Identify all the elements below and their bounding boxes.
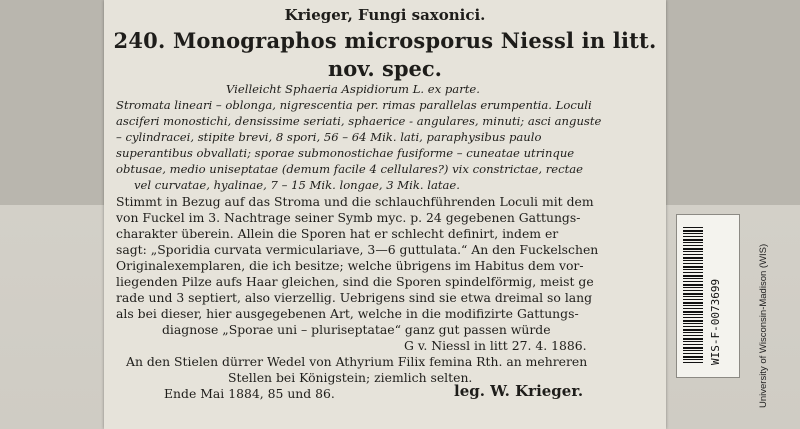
note-line: als bei dieser, hier ausgegebenen Art, welche in die modifizirte Gattungs- (116, 306, 579, 321)
description-line: vel curvatae, hyalinae, 7 – 15 Mik. longae, 3 Mik. latae. (134, 178, 460, 192)
collector: leg. W. Krieger. (454, 382, 584, 400)
species-title: 240. Monographos microsporus Niessl in litt. (113, 28, 657, 53)
note-line: diagnose „Sporae uni – pluriseptatae“ ganz gut passen würde (162, 322, 551, 337)
note-line: von Fuckel im 3. Nachtrage seiner Symb myc. p. 24 gegebenen Gattungs- (116, 210, 581, 225)
attribution: G v. Niessl in litt 27. 4. 1886. (404, 338, 587, 353)
barcode-bars (683, 227, 703, 365)
species-subtitle: nov. spec. (328, 56, 442, 81)
note-line: Stimmt in Bezug auf das Stroma und die schlauchführenden Loculi mit dem (116, 194, 594, 209)
description-line: – cylindracei, stipite brevi, 8 spori, 56 – 64 Mik. lati, paraphysibus paulo (116, 130, 542, 144)
description-line: Stromata lineari – oblonga, nigrescentia per. rimas parallelas erumpentia. Loculi (116, 98, 592, 112)
description-line: superantibus obvallati; sporae submonostichae fusiforme – cuneatae utrinque (116, 146, 575, 160)
note-line: rade und 3 septiert, also vierzellig. Uebrigens sind sie etwa dreimal so lang (116, 290, 593, 305)
description-line: asciferi monostichi, densissime seriati, sphaerice - angulares, minuti; asci anguste (116, 114, 602, 128)
description-line: obtusae, medio uniseptatae (demum facile 4 cellulares?) vix constrictae, rectae (116, 162, 584, 176)
note-line: liegenden Pilze aufs Haar gleichen, sind die Sporen spindelförmig, meist ge (116, 274, 594, 289)
institution-name: University of Wisconsin-Madison (WIS) (758, 243, 769, 408)
note-line: Originalexemplaren, die ich besitze; welche übrigens im Habitus dem vor- (116, 258, 584, 273)
barcode-number: WIS-F-0073699 (709, 278, 722, 365)
locality-line: Stellen bei Königstein; ziemlich selten. (228, 370, 473, 385)
synonym-line: Vielleicht Sphaeria Aspidiorum L. ex parte. (226, 82, 480, 96)
barcode-label (676, 214, 740, 378)
locality-line: An den Stielen dürrer Wedel von Athyrium Filix femina Rth. an mehreren (126, 354, 588, 369)
label-header: Krieger, Fungi saxonici. (284, 6, 486, 24)
specimen-label (104, 0, 666, 429)
note-line: charakter überein. Allein die Sporen hat er schlecht definirt, indem er (116, 226, 559, 241)
collection-date: Ende Mai 1884, 85 und 86. (164, 386, 335, 401)
note-line: sagt: „Sporidia curvata vermiculariave, 3—6 guttulata.“ An den Fuckelschen (116, 242, 599, 257)
